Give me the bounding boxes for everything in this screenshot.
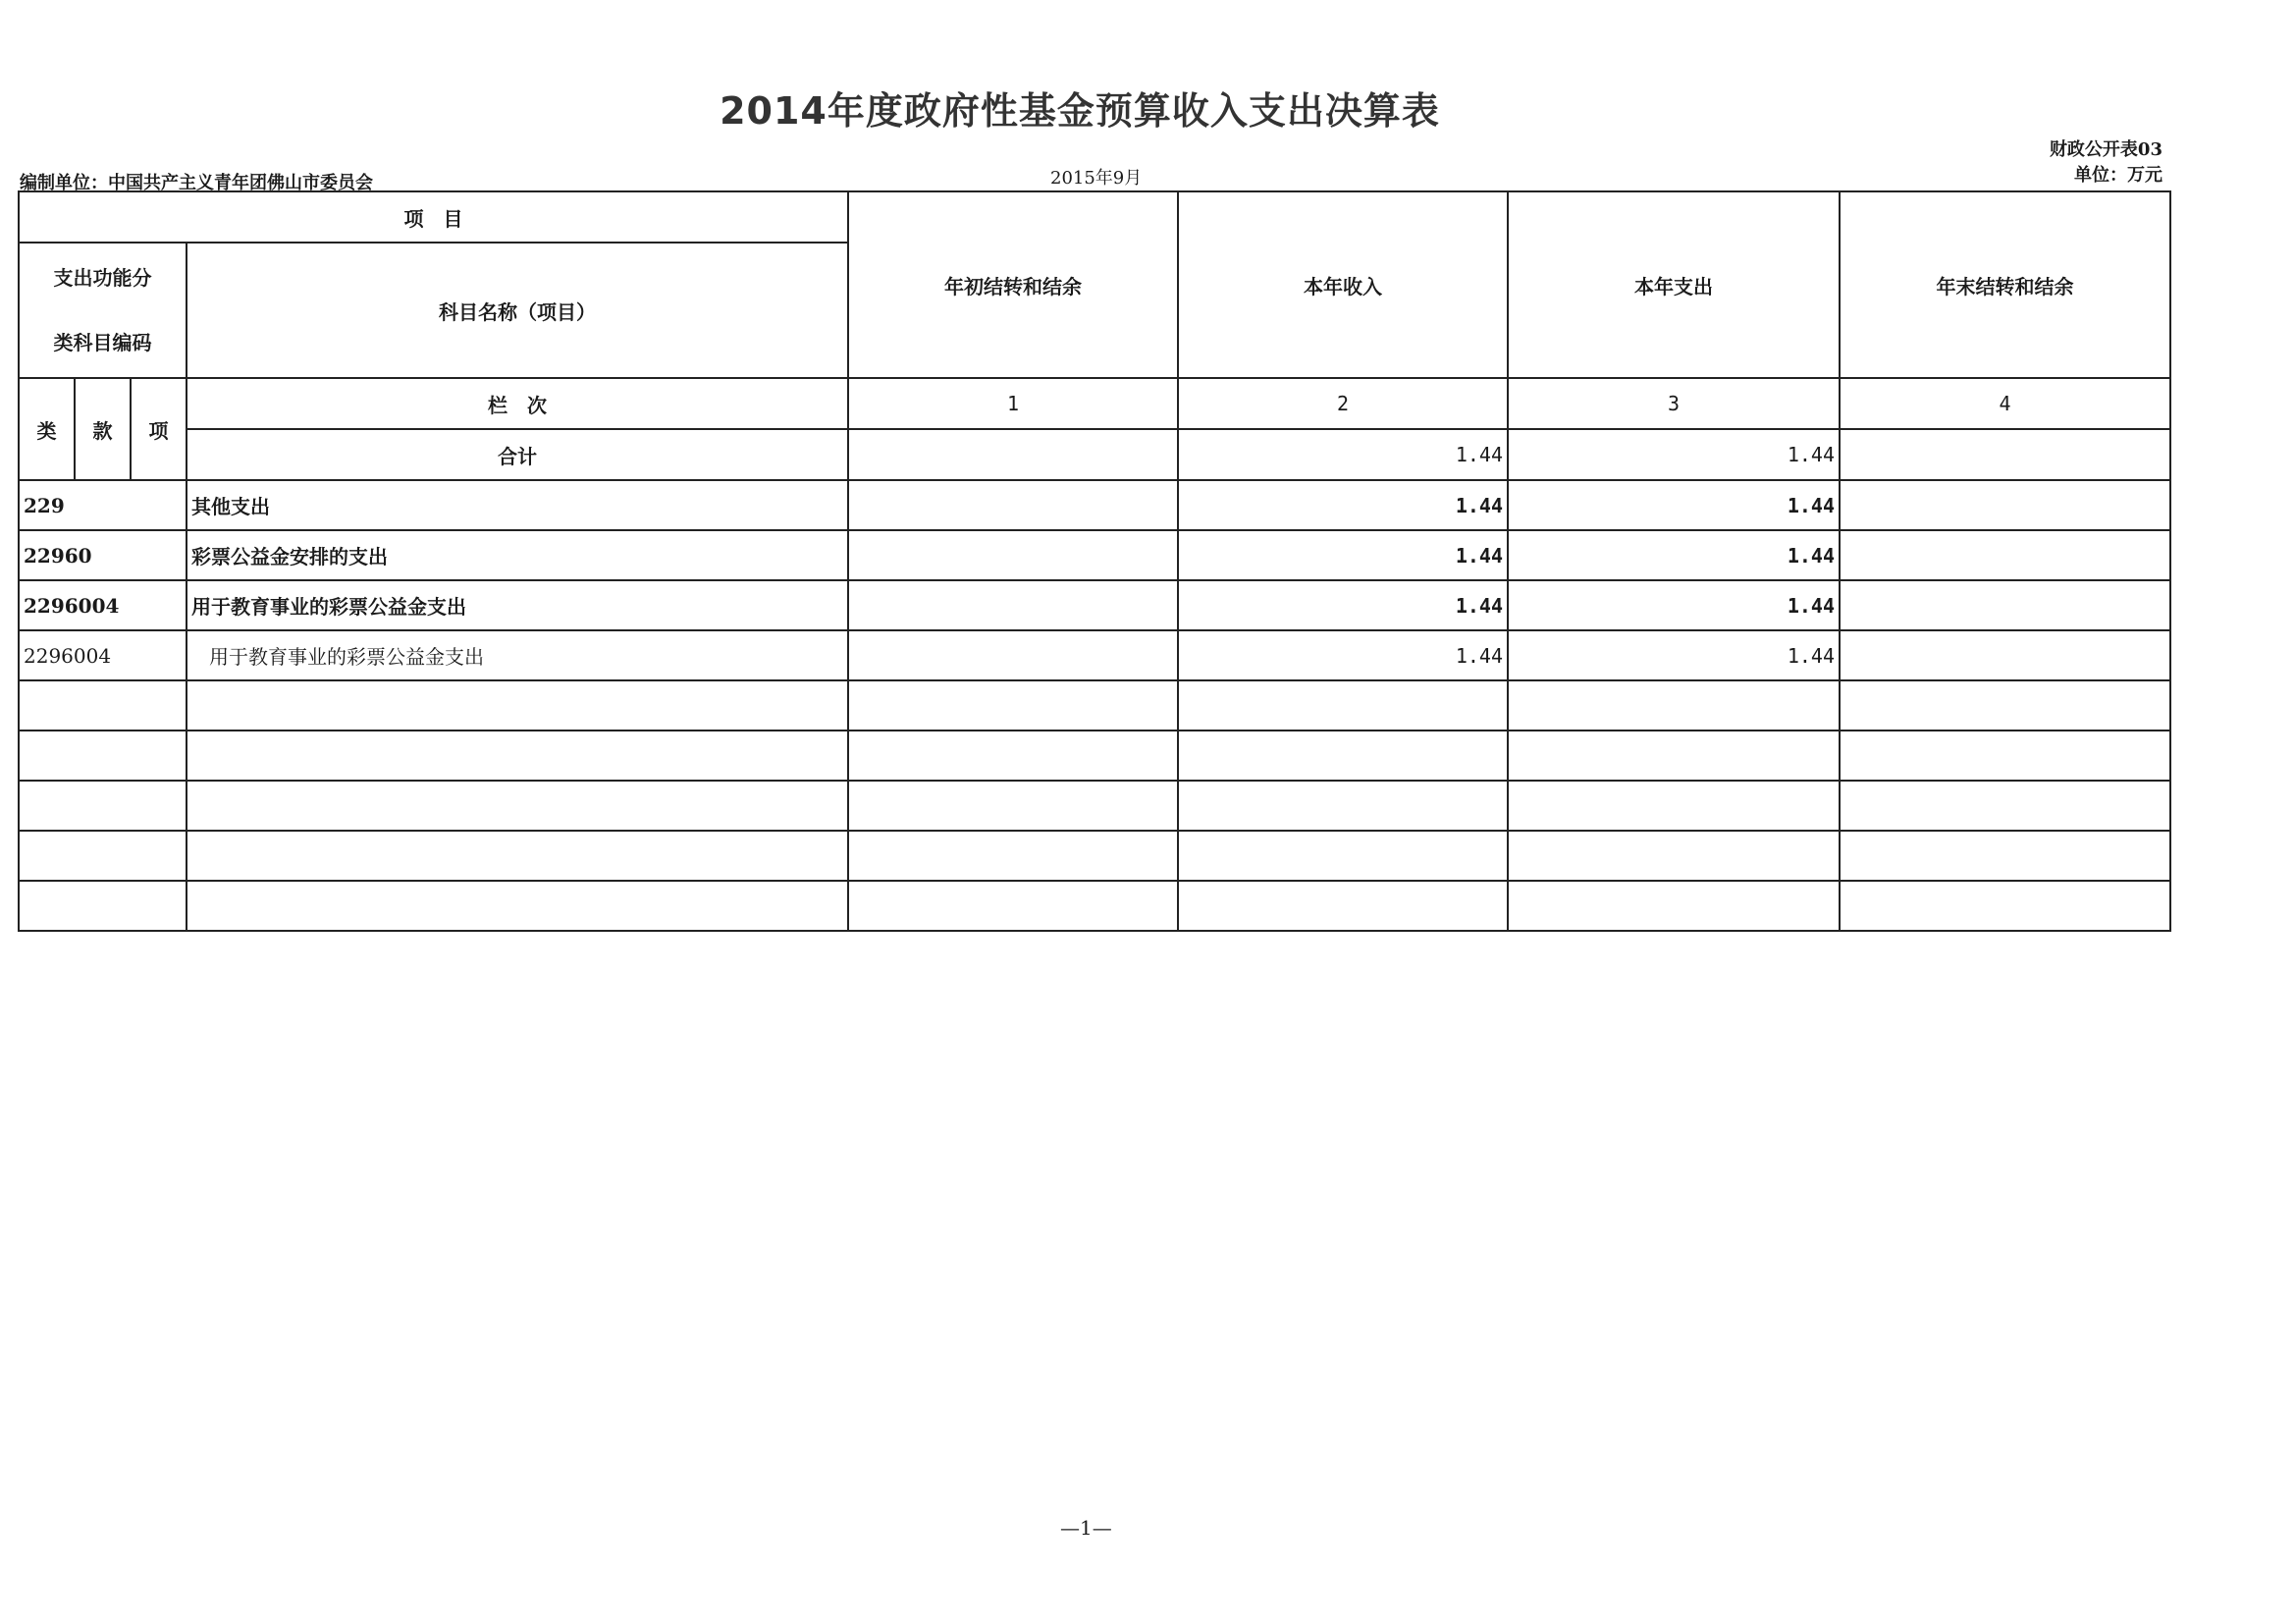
row-expense: 1.44 bbox=[1508, 530, 1840, 580]
empty-cell bbox=[187, 781, 848, 831]
empty-cell bbox=[1178, 731, 1508, 781]
header-expense: 本年支出 bbox=[1508, 191, 1840, 378]
row-name: 用于教育事业的彩票公益金支出 bbox=[187, 630, 848, 680]
row-name: 用于教育事业的彩票公益金支出 bbox=[187, 580, 848, 630]
empty-row bbox=[19, 680, 2170, 731]
total-begin bbox=[848, 429, 1178, 480]
row-income: 1.44 bbox=[1178, 630, 1508, 680]
table-row bbox=[19, 480, 2170, 530]
empty-cell bbox=[1508, 831, 1840, 881]
header-begin-balance: 年初结转和结余 bbox=[848, 191, 1178, 378]
empty-cell bbox=[1840, 680, 2170, 731]
empty-cell bbox=[848, 680, 1178, 731]
header-row-project bbox=[19, 191, 2170, 243]
empty-cell bbox=[187, 680, 848, 731]
row-begin bbox=[848, 630, 1178, 680]
header-name: 科目名称（项目） bbox=[187, 243, 848, 378]
total-expense: 1.44 bbox=[1508, 429, 1840, 480]
empty-cell bbox=[848, 731, 1178, 781]
row-end bbox=[1840, 530, 2170, 580]
header-index-2: 2 bbox=[1178, 378, 1508, 429]
empty-cell bbox=[19, 831, 187, 881]
header-index-4: 4 bbox=[1840, 378, 2170, 429]
compiler-unit: 编制单位：中国共产主义青年团佛山市委员会 bbox=[20, 173, 373, 193]
row-expense: 1.44 bbox=[1508, 630, 1840, 680]
total-row bbox=[19, 429, 2170, 480]
row-begin bbox=[848, 530, 1178, 580]
empty-cell bbox=[1178, 881, 1508, 931]
header-income: 本年收入 bbox=[1178, 191, 1508, 378]
header-project: 项 目 bbox=[19, 191, 848, 243]
empty-row bbox=[19, 731, 2170, 781]
empty-cell bbox=[1840, 881, 2170, 931]
empty-cell bbox=[187, 731, 848, 781]
table-row bbox=[19, 530, 2170, 580]
empty-cell bbox=[1508, 881, 1840, 931]
page-number: —1— bbox=[1060, 1516, 1112, 1540]
empty-row bbox=[19, 781, 2170, 831]
total-end bbox=[1840, 429, 2170, 480]
row-end bbox=[1840, 630, 2170, 680]
empty-cell bbox=[19, 781, 187, 831]
empty-cell bbox=[187, 881, 848, 931]
row-end bbox=[1840, 580, 2170, 630]
empty-cell bbox=[1840, 781, 2170, 831]
empty-cell bbox=[19, 881, 187, 931]
report-date: 2015年9月 bbox=[1050, 168, 1143, 189]
total-income: 1.44 bbox=[1178, 429, 1508, 480]
header-code bbox=[19, 243, 187, 378]
header-code-line2: 类科目编码 bbox=[53, 331, 152, 354]
header-end-balance: 年末结转和结余 bbox=[1840, 191, 2170, 378]
empty-cell bbox=[1840, 731, 2170, 781]
empty-cell bbox=[1840, 831, 2170, 881]
row-end bbox=[1840, 480, 2170, 530]
empty-cell bbox=[1508, 781, 1840, 831]
header-kuan: 款 bbox=[75, 378, 131, 480]
header-xiang: 项 bbox=[131, 378, 187, 480]
total-label: 合计 bbox=[187, 429, 848, 480]
header-code-line1: 支出功能分 bbox=[53, 266, 152, 290]
empty-cell bbox=[19, 680, 187, 731]
row-begin bbox=[848, 480, 1178, 530]
table-row bbox=[19, 580, 2170, 630]
row-code: 229 bbox=[19, 480, 187, 530]
empty-cell bbox=[1178, 781, 1508, 831]
empty-cell bbox=[1508, 680, 1840, 731]
row-code: 22960 bbox=[19, 530, 187, 580]
header-index-1: 1 bbox=[848, 378, 1178, 429]
page-title: 2014年度政府性基金预算收入支出决算表 bbox=[720, 89, 1440, 133]
row-income: 1.44 bbox=[1178, 580, 1508, 630]
row-code: 2296004 bbox=[19, 630, 187, 680]
empty-cell bbox=[848, 781, 1178, 831]
empty-cell bbox=[1508, 731, 1840, 781]
row-expense: 1.44 bbox=[1508, 480, 1840, 530]
form-meta bbox=[2050, 137, 2163, 189]
row-name: 彩票公益金安排的支出 bbox=[187, 530, 848, 580]
row-code: 2296004 bbox=[19, 580, 187, 630]
header-index-3: 3 bbox=[1508, 378, 1840, 429]
empty-cell bbox=[187, 831, 848, 881]
header-lan-ci: 栏 次 bbox=[187, 378, 848, 429]
empty-cell bbox=[1178, 680, 1508, 731]
empty-row bbox=[19, 831, 2170, 881]
row-begin bbox=[848, 580, 1178, 630]
form-number: 财政公开表03 bbox=[2049, 139, 2163, 160]
empty-cell bbox=[19, 731, 187, 781]
empty-row bbox=[19, 881, 2170, 931]
row-name: 其他支出 bbox=[187, 480, 848, 530]
empty-cell bbox=[848, 881, 1178, 931]
empty-cell bbox=[1178, 831, 1508, 881]
empty-cell bbox=[848, 831, 1178, 881]
row-income: 1.44 bbox=[1178, 530, 1508, 580]
row-income: 1.44 bbox=[1178, 480, 1508, 530]
row-expense: 1.44 bbox=[1508, 580, 1840, 630]
currency-unit: 单位：万元 bbox=[2074, 165, 2163, 186]
table-row bbox=[19, 630, 2170, 680]
header-row-index bbox=[19, 378, 2170, 429]
budget-table bbox=[18, 190, 2171, 932]
header-lei: 类 bbox=[19, 378, 75, 480]
